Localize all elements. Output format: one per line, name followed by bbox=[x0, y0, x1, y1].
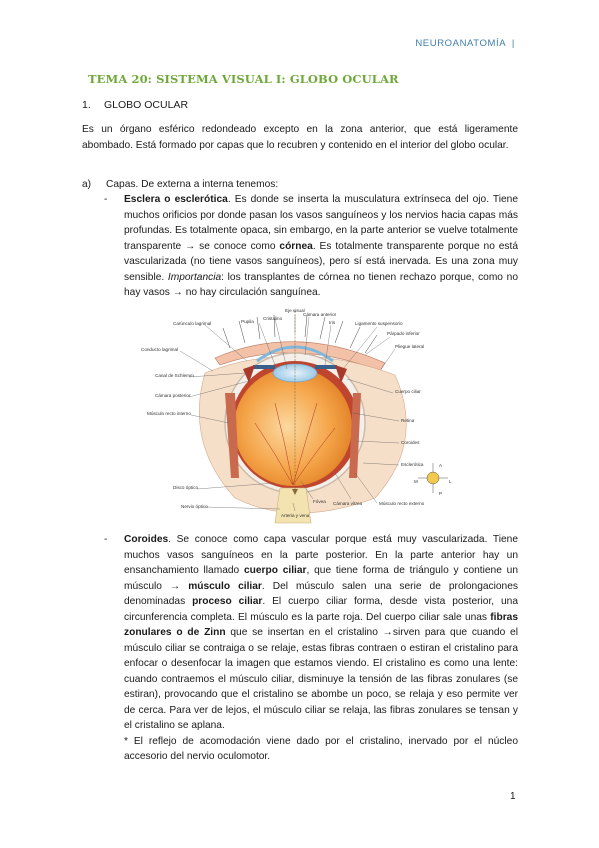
bullet-coroides bbox=[104, 532, 518, 765]
label-iris: Iris bbox=[329, 320, 336, 325]
course-name: NEUROANATOMÍA bbox=[415, 38, 506, 49]
label-conducto: Conducto lagrimal bbox=[141, 347, 179, 352]
coroides-text-4: . El cuerpo ciliar forma, desde vista posterior, una circunferencia completa. El músculo es la parte roja. Del cuerpo ciliar sale unas bbox=[124, 596, 518, 623]
accommodation-note: * El reflejo de acomodación viene dado por el cristalino, inervado por el núcleo accesorio del nervio oculomotor. bbox=[124, 735, 518, 762]
page-number: 1 bbox=[510, 791, 516, 802]
orientation-compass bbox=[414, 463, 452, 496]
section-heading bbox=[82, 99, 188, 111]
section-title: GLOBO OCULAR bbox=[104, 99, 189, 111]
page-header bbox=[415, 38, 515, 49]
label-disco-optico: Disco óptico bbox=[173, 485, 199, 490]
bullet-dash: - bbox=[104, 534, 108, 545]
esclera-text-3: : los transplantes de córnea no tienen rechazo porque, como no hay vasos → no hay circulación sanguínea. bbox=[124, 271, 518, 298]
compass-m: M bbox=[414, 479, 418, 484]
label-pupila: Pupila bbox=[241, 319, 254, 324]
label-ligamento: Ligamento suspensorio bbox=[355, 321, 403, 326]
label-parpado: Párpado inferior bbox=[387, 331, 420, 336]
header-separator: | bbox=[511, 38, 515, 49]
subsection-a bbox=[82, 179, 278, 190]
label-canal: Canal de Schlemm bbox=[155, 373, 194, 378]
label-eje-visual: Eje visual bbox=[285, 308, 305, 313]
label-cristalino: Cristalino bbox=[263, 316, 283, 321]
vitreous-body bbox=[234, 368, 352, 486]
label-arteria-vena: Arteria y vena bbox=[281, 513, 310, 518]
coroides-text-5: que se insertan en el cristalino →sirven para que cuando el músculo ciliar se contraiga o se relaje, estas fibras contraen o estiran el cristalino para enfocar o desenfocar la imagen que estamos viendo. El cristalino es como una lente: cuando contraemos el músculo ciliar, disminuye la tensión de las fibras zonulares (se estiran), provocando que el cristalino se abombe un poco, se relaja y eso permite ver de cerca. Para ver de lejos, el músculo ciliar se relaja, las fibras zonulares se tensan y el cristalino se aplana. bbox=[124, 627, 518, 731]
label-nervio-optico: Nervio óptico bbox=[181, 504, 208, 509]
compass-p: P bbox=[439, 491, 443, 496]
bullet-esclera bbox=[104, 192, 519, 301]
label-esclerotica: Esclerótica bbox=[401, 462, 424, 467]
term-proceso-ciliar: proceso ciliar bbox=[192, 596, 263, 607]
term-fibras-zonulares: fibras zonulares o de Zinn bbox=[124, 611, 518, 638]
importancia-label: Importancia bbox=[167, 271, 222, 283]
label-camara-vitrea: Cámara vítrea bbox=[333, 501, 363, 506]
compass-l: L bbox=[449, 479, 452, 484]
label-camara-posterior: Cámara posterior bbox=[155, 393, 191, 398]
term-coroides: Coroides bbox=[124, 534, 169, 545]
term-esclera: Esclera o esclerótica bbox=[124, 194, 228, 205]
bullet-dash: - bbox=[104, 194, 108, 205]
document-title: TEMA 20: SISTEMA VISUAL I: GLOBO OCULAR bbox=[88, 72, 399, 86]
label-fovea: Fóvea bbox=[313, 499, 326, 504]
subsection-text: Capas. De externa a interna tenemos: bbox=[106, 179, 279, 190]
eye-diagram bbox=[125, 303, 471, 528]
coroides-text-1: . Se conoce como capa vascular porque está muy vascularizada. Tiene muchos vasos sanguíneos en la parte posterior. En la parte anterior hay un ensanchamiento llamado bbox=[124, 534, 518, 576]
esclera-text-2: . Es totalmente transparente porque no está vascularizada (no tiene vasos sanguíneos), pero sí está inervada. Es una zona muy sensible. bbox=[124, 240, 519, 283]
subsection-label: a) bbox=[82, 179, 92, 190]
coroides-text-3: . Del músculo salen una serie de prolongaciones denominadas bbox=[124, 580, 518, 607]
label-carunculo: Carúnculo lagrimal bbox=[173, 321, 212, 326]
compass-a: A bbox=[439, 463, 443, 468]
label-cuerpo-ciliar: Cuerpo ciliar bbox=[395, 389, 421, 394]
section-number: 1. bbox=[82, 99, 91, 111]
term-cornea: córnea bbox=[279, 240, 313, 252]
intro-paragraph: Es un órgano esférico redondeado excepto en la zona anterior, que está ligeramente abombado. Está formado por capas que lo recubren y contenido en el interior del globo ocular. bbox=[82, 124, 518, 151]
label-retina: Retina bbox=[401, 418, 415, 423]
label-camara-anterior: Cámara anterior bbox=[303, 312, 337, 317]
esclera-text-1: . Es donde se inserta la musculatura extrínseca del ojo. Tiene muchos orificios por donde pasan los vasos sanguíneos y los nervios hacia capas más profundas. Es totalmente opaca, sin embargo, en la parte anterior se vuelve totalmente transparente → se conoce como bbox=[124, 194, 519, 252]
eye-anatomy-figure bbox=[125, 303, 471, 528]
label-coroides: Coroides bbox=[401, 440, 420, 445]
term-cuerpo-ciliar: cuerpo ciliar bbox=[243, 565, 307, 576]
label-musculo-interno: Músculo recto interno bbox=[147, 411, 191, 416]
coroides-text-2: , que tiene forma de triángulo y contiene un músculo → bbox=[124, 565, 518, 592]
label-plieque: Pliegue lateral bbox=[395, 344, 425, 349]
term-musculo-ciliar: músculo ciliar bbox=[188, 580, 262, 592]
label-musculo-externo: Músculo recto externo bbox=[379, 501, 425, 506]
